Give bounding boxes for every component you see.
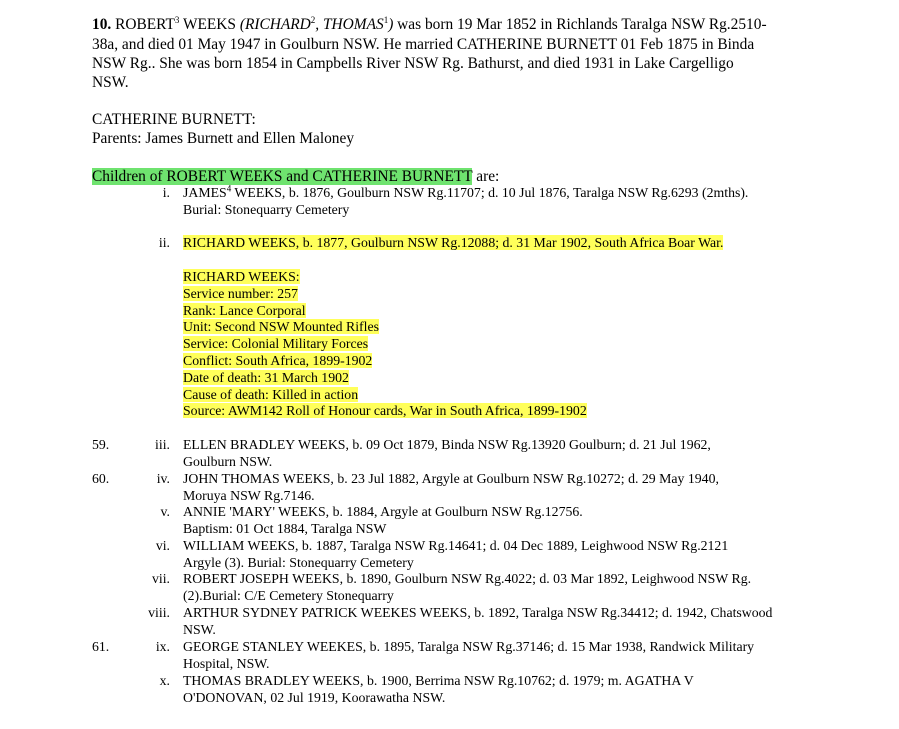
child-i-line-2: Burial: Stonequarry Cemetery bbox=[183, 202, 350, 217]
children-heading-highlight: Children of ROBERT WEEKS and CATHERINE BURNETT bbox=[92, 168, 473, 185]
service-death-date: Date of death: 31 March 1902 bbox=[183, 369, 349, 385]
child-v-line-1: ANNIE 'MARY' WEEKS, b. 1884, Argyle at Goulburn NSW Rg.12756. bbox=[183, 504, 583, 519]
entry-surname: WEEKS bbox=[179, 16, 240, 33]
service-unit: Unit: Second NSW Mounted Rifles bbox=[183, 319, 379, 335]
ancestor-2: , THOMAS bbox=[315, 16, 384, 33]
child-roman: iv. bbox=[156, 471, 170, 486]
service-source: Source: AWM142 Roll of Honour cards, War in South Africa, 1899-1902 bbox=[183, 403, 587, 419]
child-i-name: JAMES bbox=[183, 185, 227, 200]
service-record bbox=[183, 269, 587, 420]
child-iii-line-2: Goulburn NSW. bbox=[183, 454, 273, 469]
child-vii-line-2: (2).Burial: C/E Cemetery Stonequarry bbox=[183, 588, 394, 603]
child-viii-line-1: ARTHUR SYDNEY PATRICK WEEKES WEEKS, b. 1892, Taralga NSW Rg.34412; d. 1942, Chatswood bbox=[183, 605, 773, 620]
child-iv-line-1: JOHN THOMAS WEEKS, b. 23 Jul 1882, Argyle at Goulburn NSW Rg.10272; d. 29 May 1940, bbox=[183, 471, 719, 486]
child-ref-number: 61. bbox=[92, 639, 110, 654]
ancestor-1-sup: 2 bbox=[310, 14, 316, 25]
child-roman: vi. bbox=[155, 538, 170, 553]
child-vii-line-1: ROBERT JOSEPH WEEKS, b. 1890, Goulburn NSW Rg.4022; d. 03 Mar 1892, Leighwood NSW Rg. bbox=[183, 571, 752, 586]
entry-line-1-tail: was born 19 Mar 1852 in Richlands Taralga NSW Rg.2510- bbox=[393, 16, 767, 33]
entry-line-1 bbox=[92, 15, 767, 34]
child-roman: iii. bbox=[155, 437, 170, 452]
child-i-sup: 4 bbox=[226, 183, 232, 194]
children-heading bbox=[92, 167, 499, 186]
child-iii-line-1: ELLEN BRADLEY WEEKS, b. 09 Oct 1879, Binda NSW Rg.13920 Goulburn; d. 21 Jul 1962, bbox=[183, 437, 711, 452]
service-heading: RICHARD WEEKS: bbox=[183, 269, 300, 284]
child-ref-number: 60. bbox=[92, 471, 110, 486]
entry-number: 10. bbox=[92, 16, 112, 33]
child-ii-text: RICHARD WEEKS, b. 1877, Goulburn NSW Rg.12088; d. 31 Mar 1902, South Africa Boar War. bbox=[183, 235, 724, 250]
child-i-details: WEEKS, b. 1876, Goulburn NSW Rg.11707; d. 10 Jul 1876, Taralga NSW Rg.6293 (2mths). bbox=[231, 185, 749, 200]
entry-line-4: NSW. bbox=[92, 74, 129, 91]
child-x-line-2: O'DONOVAN, 02 Jul 1919, Koorawatha NSW. bbox=[183, 690, 446, 705]
child-ix-line-2: Hospital, NSW. bbox=[183, 656, 270, 671]
entry-line-3: NSW Rg.. She was born 1854 in Campbells River NSW Rg. Bathurst, and died 1931 in Lake Cargelligo bbox=[92, 55, 734, 72]
service-number: Service number: 257 bbox=[183, 285, 298, 301]
child-ii-line-1 bbox=[183, 235, 723, 252]
ancestor-2-sup: 1 bbox=[383, 14, 389, 25]
service-death-cause: Cause of death: Killed in action bbox=[183, 386, 359, 402]
child-x-line-1: THOMAS BRADLEY WEEKS, b. 1900, Berrima NSW Rg.10762; d. 1979; m. AGATHA V bbox=[183, 673, 694, 688]
child-roman: viii. bbox=[148, 605, 170, 620]
child-ref-number: 59. bbox=[92, 437, 110, 452]
entry-name: ROBERT bbox=[115, 16, 175, 33]
child-roman: ii. bbox=[158, 235, 170, 250]
child-roman: x. bbox=[159, 673, 170, 688]
child-vi-line-2: Argyle (3). Burial: Stonequarry Cemetery bbox=[183, 555, 414, 570]
service-branch: Service: Colonial Military Forces bbox=[183, 336, 369, 352]
service-rank: Rank: Lance Corporal bbox=[183, 302, 306, 318]
child-viii-line-2: NSW. bbox=[183, 622, 216, 637]
child-vi-line-1: WILLIAM WEEKS, b. 1887, Taralga NSW Rg.14641; d. 04 Dec 1889, Leighwood NSW Rg.2121 bbox=[183, 538, 729, 553]
child-ix-line-1: GEORGE STANLEY WEEKES, b. 1895, Taralga NSW Rg.37146; d. 15 Mar 1938, Randwick Military bbox=[183, 639, 755, 654]
child-roman: v. bbox=[160, 504, 170, 519]
child-roman: i. bbox=[162, 185, 170, 200]
spouse-heading: CATHERINE BURNETT: bbox=[92, 111, 256, 128]
ancestor-close: ) bbox=[388, 16, 394, 33]
child-i-line-1 bbox=[183, 185, 748, 202]
generation-sup: 3 bbox=[174, 14, 180, 25]
child-roman: ix. bbox=[155, 639, 170, 654]
ancestor-1: (RICHARD bbox=[239, 16, 311, 33]
service-conflict: Conflict: South Africa, 1899-1902 bbox=[183, 352, 373, 368]
children-heading-rest: are: bbox=[472, 168, 500, 185]
child-roman: vii. bbox=[151, 571, 170, 586]
child-v-line-2: Baptism: 01 Oct 1884, Taralga NSW bbox=[183, 521, 387, 536]
entry-line-2: 38a, and died 01 May 1947 in Goulburn NSW. He married CATHERINE BURNETT 01 Feb 1875 in Binda bbox=[92, 36, 755, 53]
spouse-parents: Parents: James Burnett and Ellen Maloney bbox=[92, 130, 355, 147]
child-iv-line-2: Moruya NSW Rg.7146. bbox=[183, 488, 315, 503]
